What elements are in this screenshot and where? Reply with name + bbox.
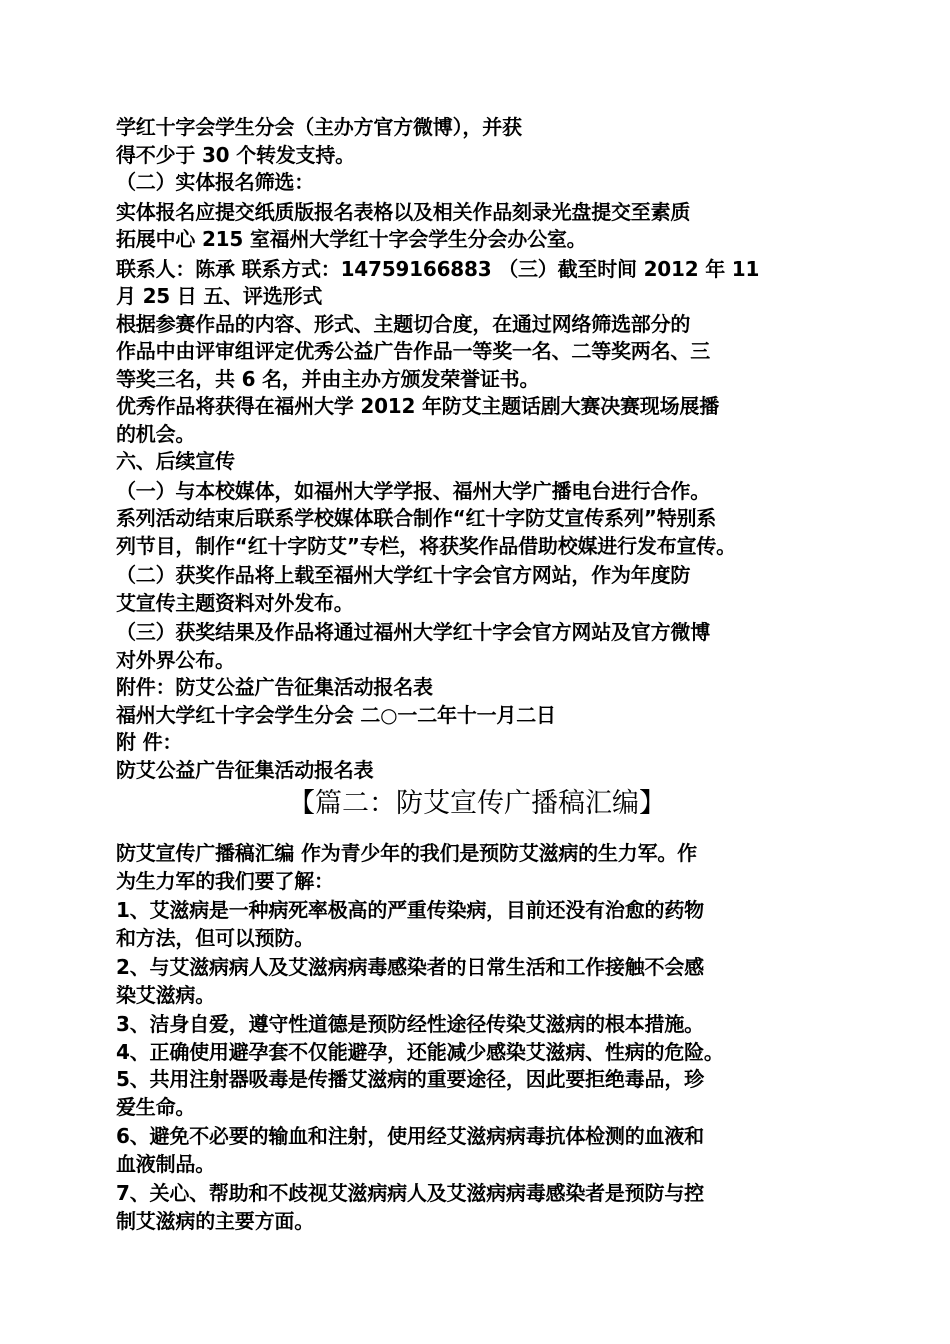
text-line: （二）获奖作品将上载至福州大学红十字会官方网站，作为年度防 <box>116 563 691 587</box>
text-line: （二）实体报名筛选： <box>116 170 314 194</box>
text-line: （三）获奖结果及作品将通过福州大学红十字会官方网站及官方微博 <box>116 620 710 644</box>
text-line: 对外界公布。 <box>116 647 235 672</box>
text-line: 艾宣传主题资料对外发布。 <box>116 590 354 615</box>
text-line: 联系人：陈承 联系方式：14759166883 （三）截至时间 2012 年 11 <box>116 256 760 281</box>
text-line: 月 25 日 五、评选形式 <box>116 284 323 308</box>
text-line: 实体报名应提交纸质版报名表格以及相关作品刻录光盘提交至素质 <box>116 199 691 224</box>
text-line: 优秀作品将获得在福州大学 2012 年防艾主题话剧大赛决赛现场展播 <box>116 394 719 418</box>
text-line: 列节目，制作“红十字防艾”专栏，将获奖作品借助校媒进行发布宣传。 <box>116 533 736 558</box>
text-line: 附件：防艾公益广告征集活动报名表 <box>116 675 433 699</box>
text-line: 得不少于 30 个转发支持。 <box>116 142 355 167</box>
section-heading: 【篇二：防艾宣传广播稿汇编】 <box>288 788 666 819</box>
text-line: 4、正确使用避孕套不仅能避孕，还能减少感染艾滋病、性病的危险。 <box>116 1039 724 1064</box>
text-line: 制艾滋病的主要方面。 <box>116 1208 314 1233</box>
text-line: 血液制品。 <box>116 1151 215 1176</box>
text-line: 福州大学红十字会学生分会 二○一二年十一月二日 <box>116 702 556 727</box>
text-line: 根据参赛作品的内容、形式、主题切合度，在通过网络筛选部分的 <box>116 311 691 336</box>
text-line: 六、后续宣传 <box>116 449 235 473</box>
text-line: 防艾公益广告征集活动报名表 <box>116 757 374 782</box>
text-line: 和方法，但可以预防。 <box>116 925 314 950</box>
text-line: 拓展中心 215 室福州大学红十字会学生分会办公室。 <box>116 227 587 251</box>
text-line: 学红十字会学生分会（主办方官方微博），并获 <box>116 115 522 139</box>
text-line: 6、避免不必要的输血和注射，使用经艾滋病病毒抗体检测的血液和 <box>116 1124 704 1148</box>
text-line: 7、关心、帮助和不歧视艾滋病病人及艾滋病病毒感染者是预防与控 <box>116 1181 704 1205</box>
text-line: 系列活动结束后联系学校媒体联合制作“红十字防艾宣传系列”特别系 <box>116 506 717 530</box>
text-line: 的机会。 <box>116 421 196 446</box>
text-line: 为生力军的我们要了解： <box>116 868 334 893</box>
text-line: 5、共用注射器吸毒是传播艾滋病的重要途径，因此要拒绝毒品，珍 <box>116 1067 704 1091</box>
text-line: 2、与艾滋病病人及艾滋病病毒感染者的日常生活和工作接触不会感 <box>116 955 704 979</box>
text-line: 1、艾滋病是一种病死率极高的严重传染病，目前还没有治愈的药物 <box>116 898 704 922</box>
text-line: 爱生命。 <box>116 1094 196 1119</box>
text-line: 防艾宣传广播稿汇编 作为青少年的我们是预防艾滋病的生力军。作 <box>116 841 697 865</box>
text-line: （一）与本校媒体，如福州大学学报、福州大学广播电台进行合作。 <box>116 478 710 503</box>
text-line: 附 件： <box>116 730 183 754</box>
text-line: 等奖三名，共 6 名，并由主办方颁发荣誉证书。 <box>116 366 540 391</box>
text-line: 3、洁身自爱，遵守性道德是预防经性途径传染艾滋病的根本措施。 <box>116 1012 704 1036</box>
document-body <box>116 114 838 1235</box>
text-line: 染艾滋病。 <box>116 982 215 1007</box>
text-line: 作品中由评审组评定优秀公益广告作品一等奖一名、二等奖两名、三 <box>116 339 710 363</box>
